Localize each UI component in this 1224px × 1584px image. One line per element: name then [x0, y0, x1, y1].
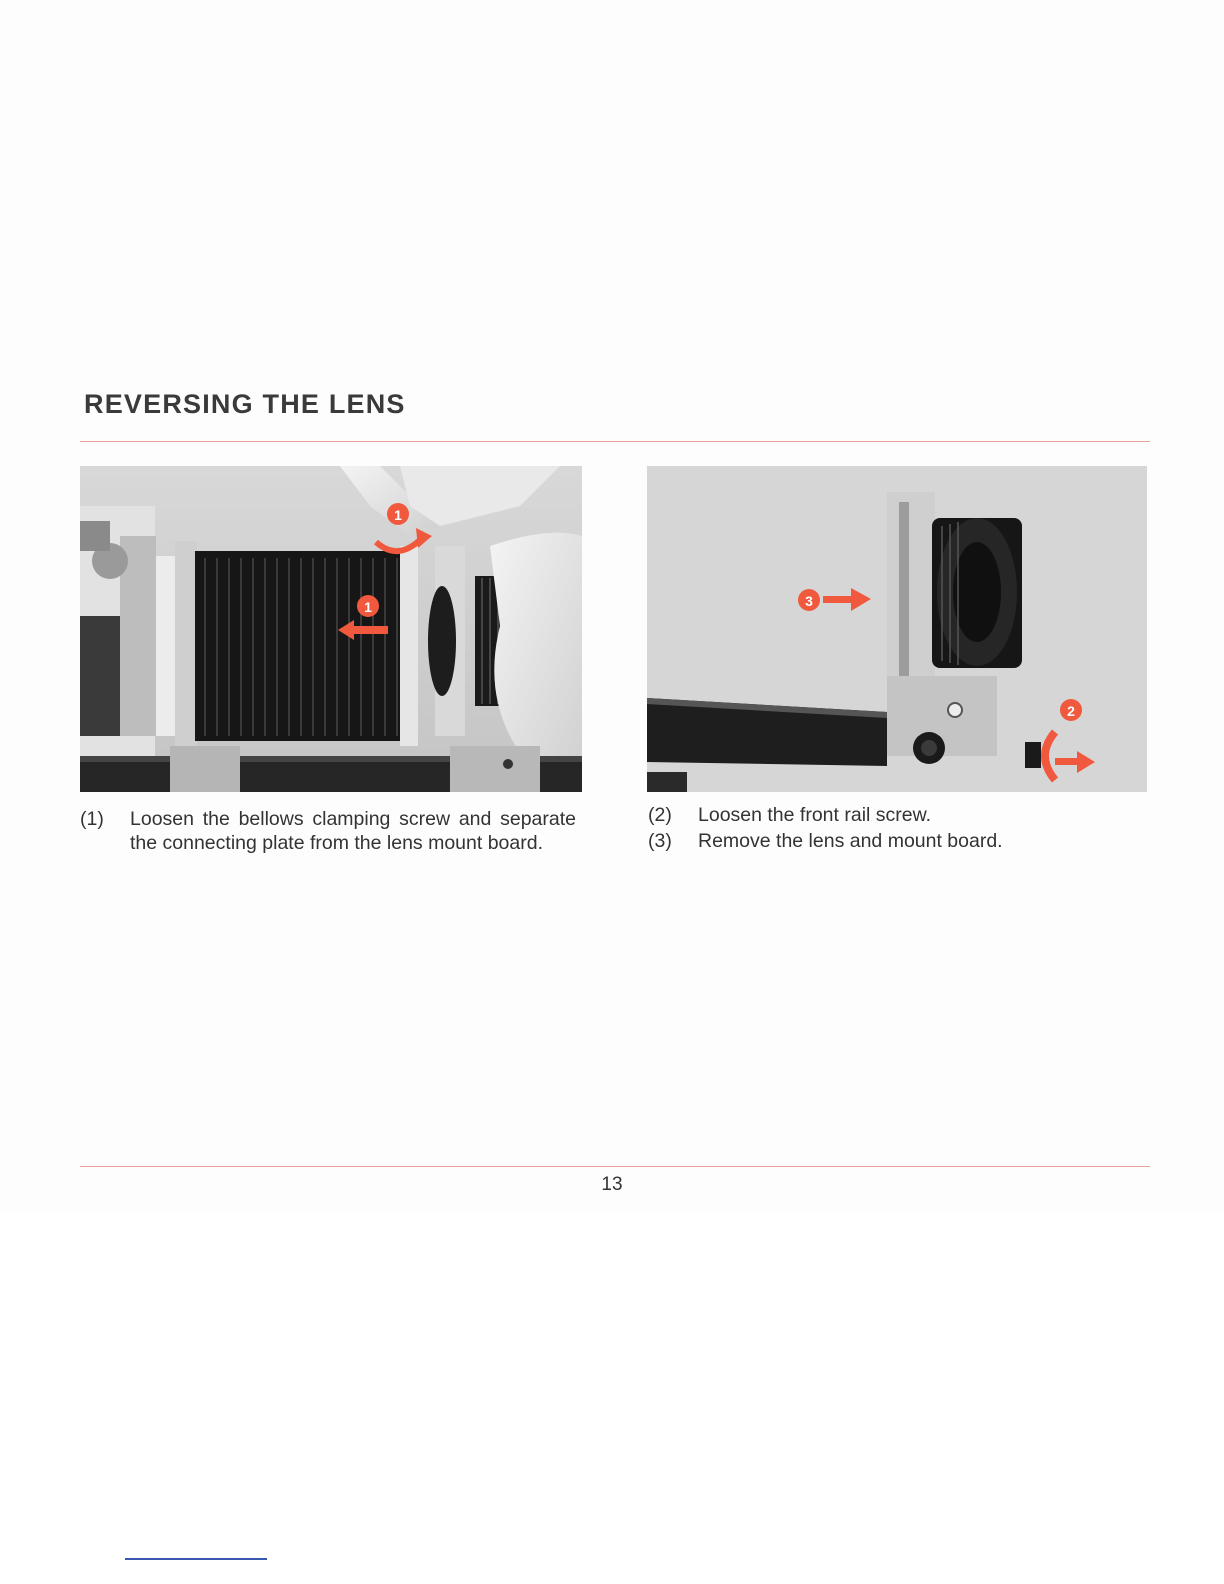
caption-step-3-text: Remove the lens and mount board. [698, 830, 1003, 852]
page-title: REVERSING THE LENS [84, 389, 406, 419]
marker-3-label: 3 [805, 593, 813, 609]
caption-step-3-number: (3) [648, 830, 672, 852]
marker-1-top-label: 1 [394, 507, 402, 523]
page-number: 13 [601, 1174, 623, 1195]
caption-step-2 [648, 804, 1128, 828]
title-divider [80, 441, 1150, 442]
caption-step-2-number: (2) [648, 804, 672, 826]
caption-step-1-number: (1) [80, 808, 104, 830]
photo-lens-mount-board [647, 466, 1147, 792]
footer-divider [80, 1166, 1150, 1167]
bottom-link-underline [125, 1558, 267, 1560]
caption-step-3 [648, 830, 1128, 854]
marker-2-label: 2 [1067, 703, 1075, 719]
caption-step-1 [80, 808, 580, 880]
caption-step-2-text: Loosen the front rail screw. [698, 804, 932, 826]
caption-step-1-text: Loosen the bellows clamping screw and separate the connecting plate from the lens mount board. [130, 808, 576, 854]
photo-bellows-clamping [80, 466, 582, 792]
marker-1-arrow-label: 1 [364, 599, 372, 615]
